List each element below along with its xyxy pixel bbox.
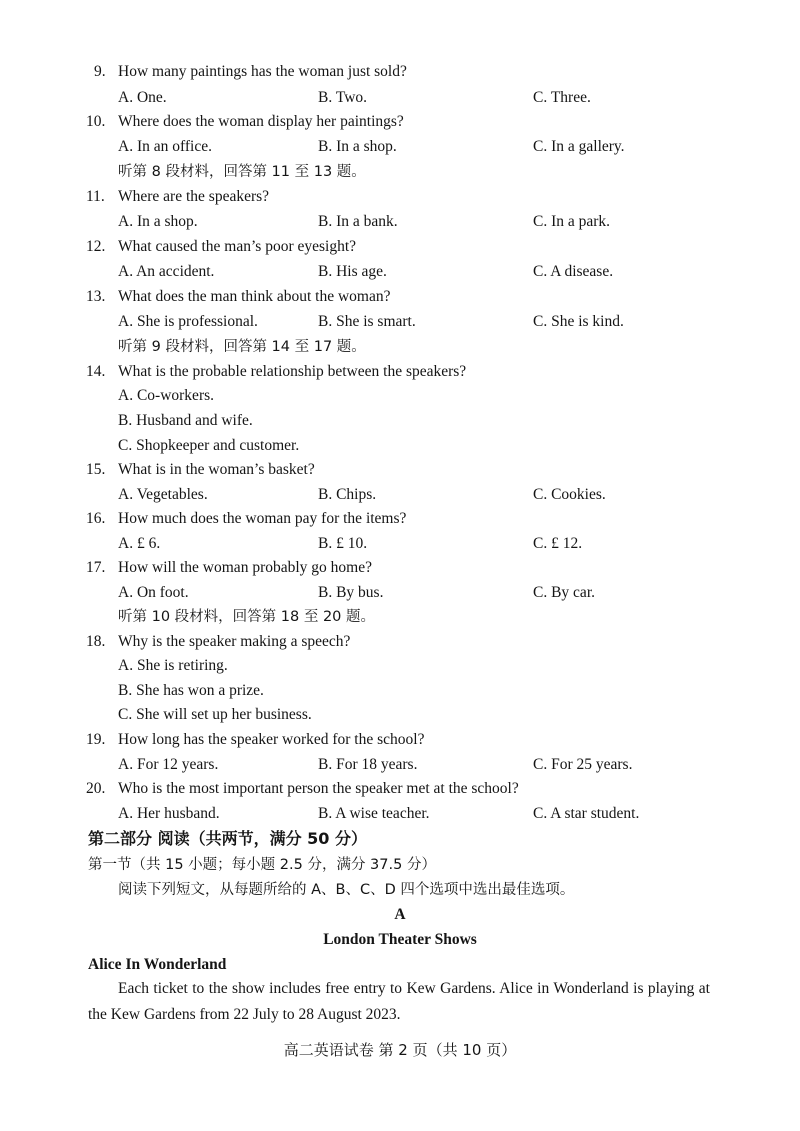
option-c: C. Cookies. (533, 486, 606, 503)
option-a: A. One. (118, 89, 167, 106)
section-one-heading: 第一节（共 15 小题；每小题 2.5 分，满分 37.5 分） (88, 857, 436, 873)
section-note-10: 听第 10 段材料，回答第 18 至 20 题。 (118, 609, 376, 625)
option-c: C. She will set up her business. (118, 706, 312, 723)
option-c: C. For 25 years. (533, 756, 633, 773)
question-text: How will the woman probably go home? (118, 559, 372, 576)
option-b: B. In a shop. (318, 138, 397, 155)
option-c: C. In a gallery. (533, 138, 625, 155)
question-text: What caused the man’s poor eyesight? (118, 238, 357, 255)
question-number: 17. (86, 559, 106, 576)
section-note-9: 听第 9 段材料，回答第 14 至 17 题。 (118, 339, 366, 355)
question-text: What is the probable relationship between the speakers? (118, 363, 467, 380)
part-two-title: 第二部分 阅读（共两节，满分 50 分） (88, 829, 367, 848)
passage-subtitle: Alice In Wonderland (88, 956, 227, 973)
option-a: A. She is retiring. (118, 657, 228, 674)
question-number: 10. (86, 113, 106, 130)
option-b: B. His age. (318, 263, 387, 280)
question-number: 19. (86, 731, 106, 748)
question-number: 16. (86, 510, 106, 527)
option-c: C. In a park. (533, 213, 611, 230)
option-a: A. Her husband. (118, 805, 220, 822)
question-text: How long has the speaker worked for the school? (118, 731, 425, 748)
option-a: A. Vegetables. (118, 486, 208, 503)
option-a: A. An accident. (118, 263, 215, 280)
option-a: A. For 12 years. (118, 756, 219, 773)
question-number: 15. (86, 461, 106, 478)
question-number: 18. (86, 633, 106, 650)
option-b: B. By bus. (318, 584, 384, 601)
option-c: C. By car. (533, 584, 595, 601)
option-b: B. £ 10. (318, 535, 368, 552)
option-a: A. £ 6. (118, 535, 161, 552)
option-a: A. In an office. (118, 138, 212, 155)
question-number: 13. (86, 288, 106, 305)
question-text: Who is the most important person the speaker met at the school? (118, 780, 519, 797)
option-a: A. On foot. (118, 584, 189, 601)
option-b: B. For 18 years. (318, 756, 418, 773)
question-text: What is in the woman’s basket? (118, 461, 315, 478)
option-c: C. She is kind. (533, 313, 624, 330)
reading-instruction: 阅读下列短文，从每题所给的 A、B、C、D 四个选项中选出最佳选项。 (118, 882, 575, 898)
question-number: 11. (86, 188, 105, 205)
option-a: A. In a shop. (118, 213, 198, 230)
option-c: C. A disease. (533, 263, 614, 280)
option-c: C. Shopkeeper and customer. (118, 437, 300, 454)
section-note-8: 听第 8 段材料，回答第 11 至 13 题。 (118, 164, 366, 180)
question-number: 12. (86, 238, 106, 255)
option-a: A. Co-workers. (118, 387, 215, 404)
option-b: B. Two. (318, 89, 368, 106)
question-text: Where are the speakers? (118, 188, 270, 205)
question-number: 9. (94, 63, 106, 80)
question-text: Why is the speaker making a speech? (118, 633, 351, 650)
option-b: B. In a bank. (318, 213, 398, 230)
page-footer: 高二英语试卷 第 2 页（共 10 页） (283, 1041, 517, 1059)
question-number: 14. (86, 363, 106, 380)
option-b: B. She is smart. (318, 313, 416, 330)
option-b: B. A wise teacher. (318, 805, 430, 822)
passage-letter: A (394, 906, 406, 923)
question-text: What does the man think about the woman? (118, 288, 391, 305)
question-number: 20. (86, 780, 106, 797)
question-text: How much does the woman pay for the items? (118, 510, 407, 527)
option-b: B. Husband and wife. (118, 412, 253, 429)
question-text: Where does the woman display her paintings? (118, 113, 404, 130)
question-text: How many paintings has the woman just sold? (118, 63, 407, 80)
option-c: C. £ 12. (533, 535, 583, 552)
option-b: B. She has won a prize. (118, 682, 264, 699)
option-b: B. Chips. (318, 486, 377, 503)
passage-paragraph: Each ticket to the show includes free entry to Kew Gardens. Alice in Wonderland is playing at the Kew Gardens from 22 July to 28 August 2023. (88, 980, 710, 1023)
passage-title: London Theater Shows (323, 931, 477, 948)
option-c: C. Three. (533, 89, 591, 106)
option-c: C. A star student. (533, 805, 640, 822)
option-a: A. She is professional. (118, 313, 258, 330)
